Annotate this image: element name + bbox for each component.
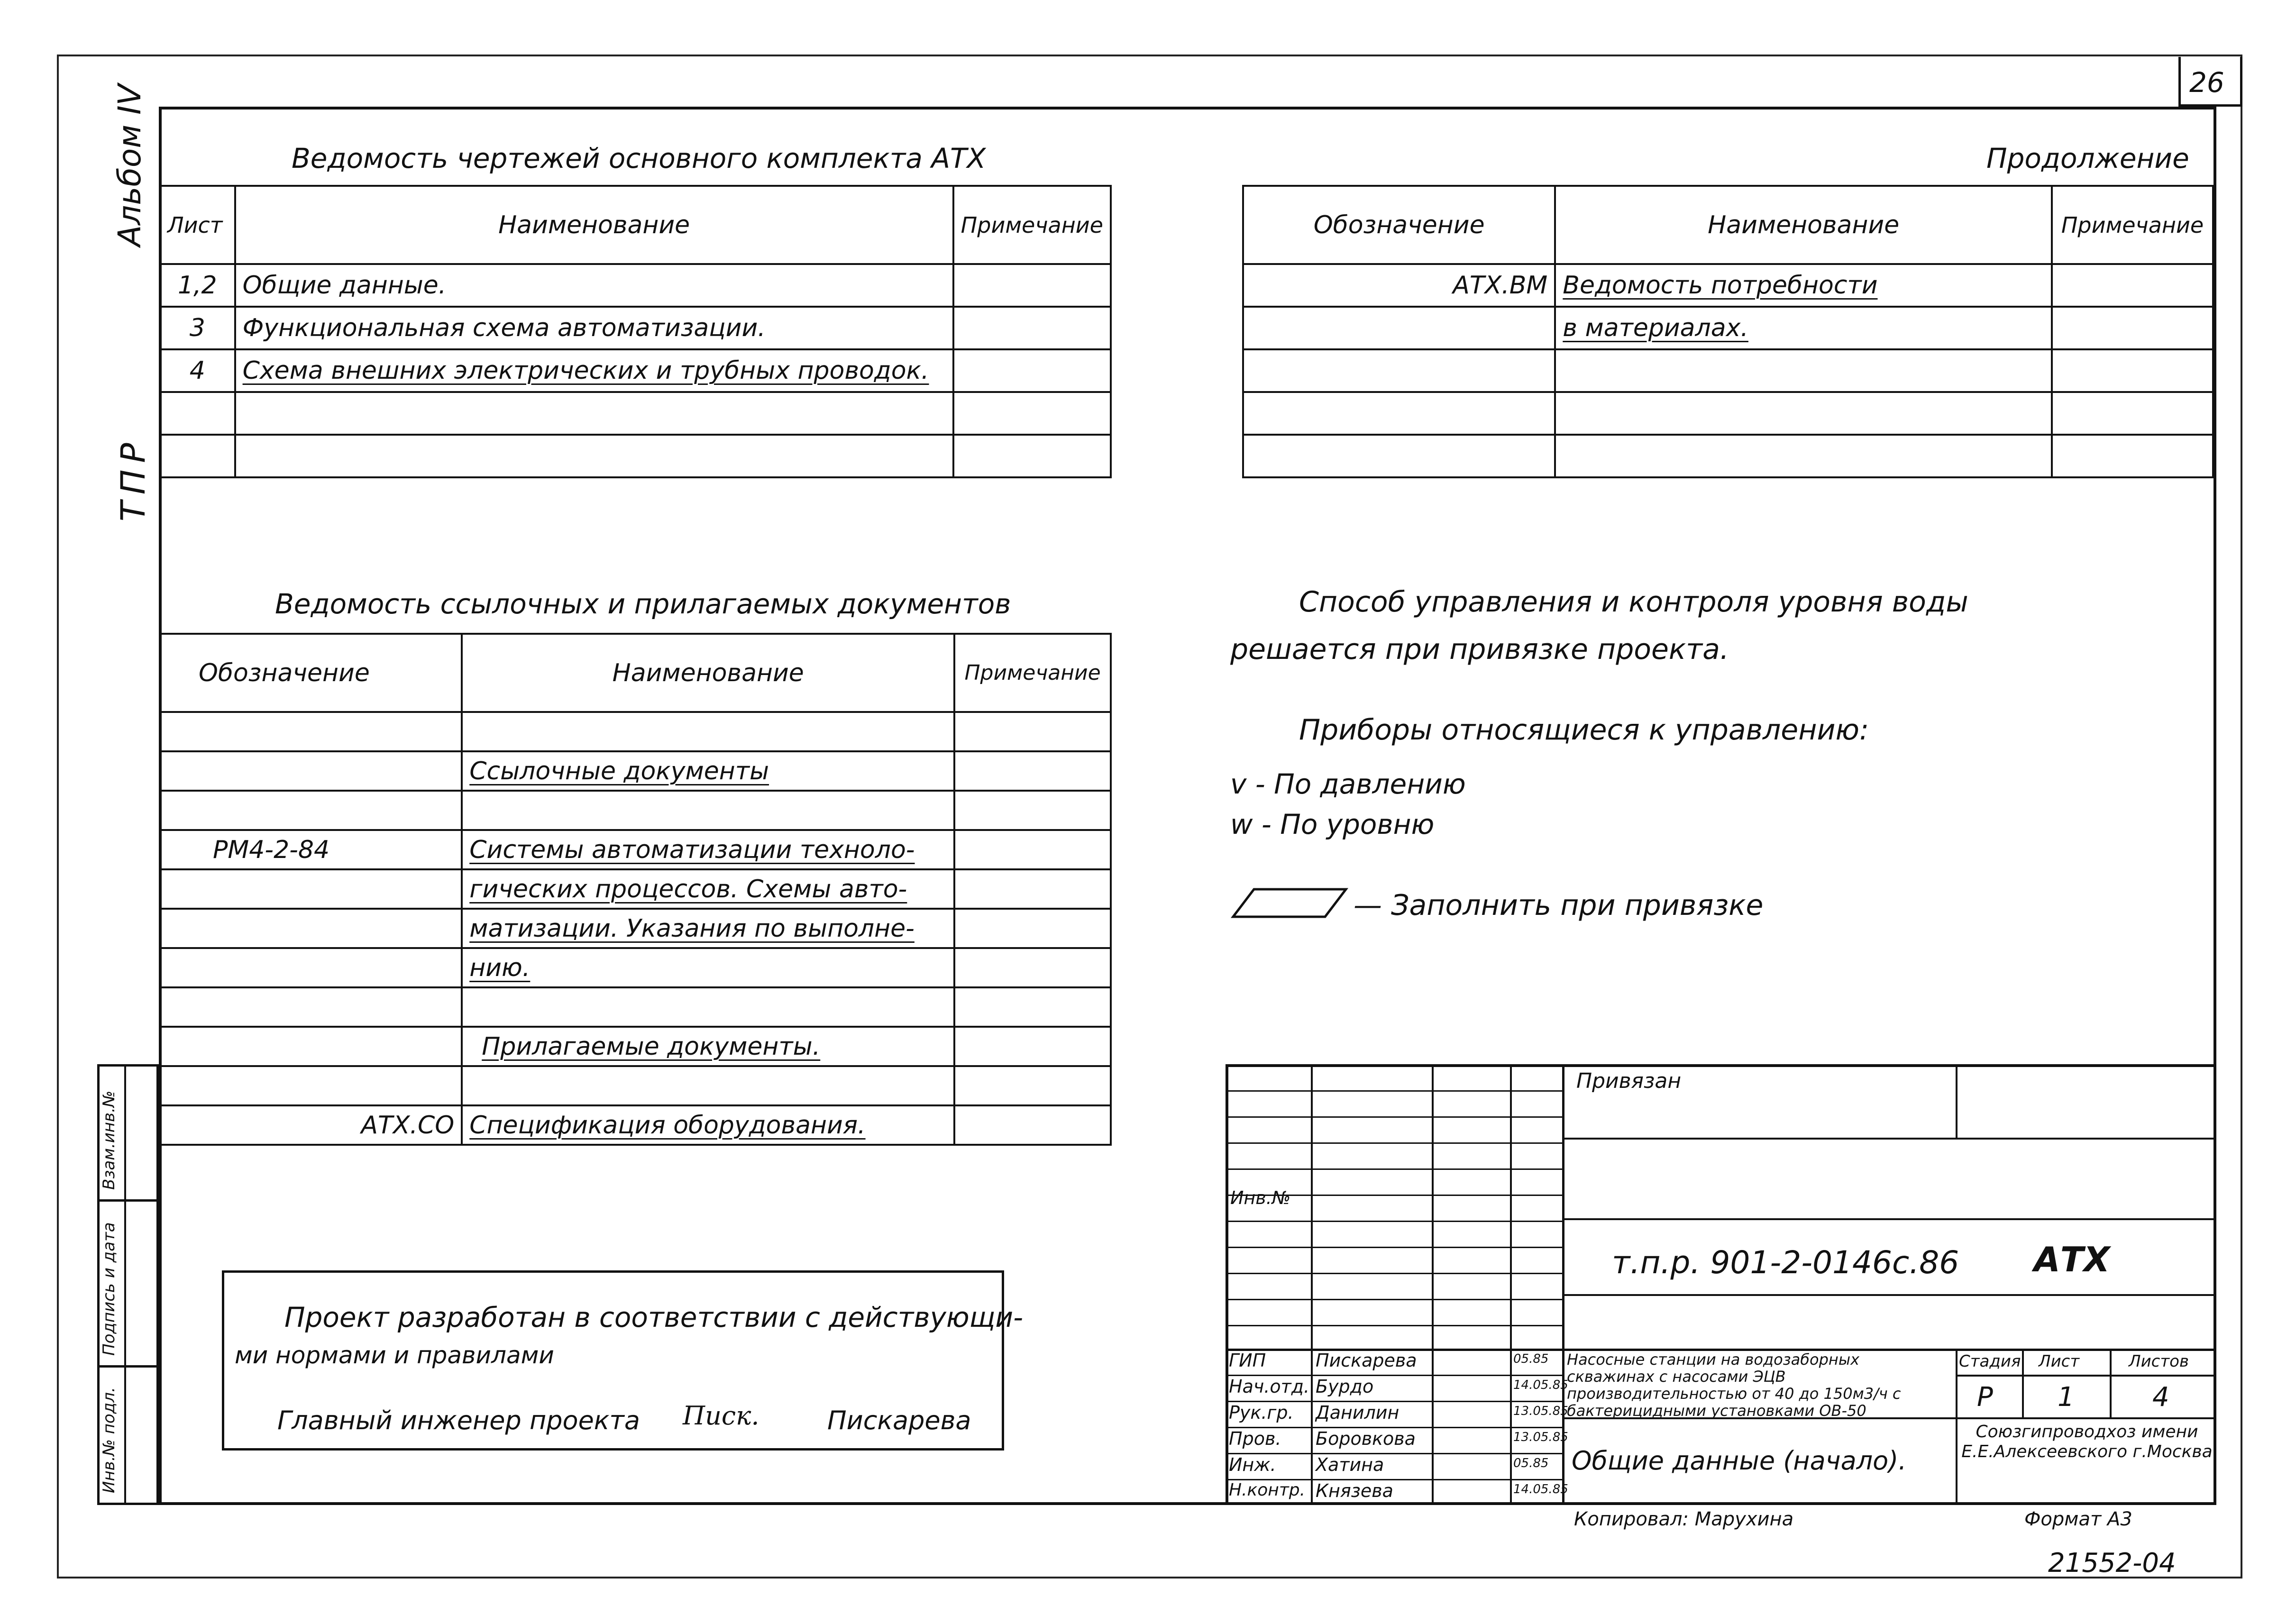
cell-name [462, 791, 954, 830]
header-note: Примечание [954, 634, 1111, 712]
cell-sheet: 4 [160, 349, 235, 392]
tb-vline [2022, 1349, 2024, 1417]
copied-by: Копировал: Марухина [1574, 1508, 1794, 1530]
grid-hline [1226, 1221, 1562, 1222]
header-code: Обозначение [160, 634, 462, 712]
project-role: Главный инженер проекта [277, 1405, 640, 1435]
cell-note [954, 948, 1111, 987]
table-row [1243, 349, 2213, 392]
person-date: 14.05.85 [1513, 1378, 1568, 1392]
cell-name: Ведомость потребности [1555, 264, 2052, 307]
cell-note [953, 349, 1111, 392]
page-number: 26 [2189, 66, 2224, 99]
cell-name: Системы автоматизации техноло- [462, 830, 954, 869]
project-name: Пискарева [827, 1405, 971, 1435]
table-row [160, 1027, 1111, 1066]
person-role: Рук.гр. [1229, 1402, 1294, 1423]
cell-note [953, 264, 1111, 307]
sheet-value: 1 [2058, 1382, 2075, 1413]
table-row [160, 948, 1111, 987]
cell-sheet [160, 392, 235, 435]
cell-name [462, 987, 954, 1027]
cell-code [160, 1027, 462, 1066]
cell-name: Общие данные. [235, 264, 953, 307]
cell-note [2052, 349, 2213, 392]
cell-code [160, 1066, 462, 1105]
grid-vline [1432, 1064, 1434, 1505]
table-row [160, 307, 1111, 349]
cell-name: Спецификация оборудования. [462, 1105, 954, 1145]
drawings-table [159, 185, 1112, 478]
drawings-list-title: Ведомость чертежей основного комплекта АТХ [292, 142, 986, 174]
header-code: Обозначение [1243, 186, 1555, 264]
header-name: Наименование [462, 634, 954, 712]
header-note: Примечание [953, 186, 1111, 264]
cell-code [160, 751, 462, 791]
table-row [160, 909, 1111, 948]
tb-hline [1562, 1218, 2216, 1220]
table-row [160, 830, 1111, 869]
tb-hline [1956, 1375, 2216, 1377]
person-role: Нач.отд. [1229, 1376, 1310, 1397]
cell-code: АТХ.СО [160, 1105, 462, 1145]
description-text: Насосные станции на водозаборных скважинах с насосами ЭЦВ производительностью от 40 до 150м3/ч с бактерицидными установками ОВ-50 [1567, 1350, 1901, 1420]
table-row [160, 712, 1111, 751]
table-row [1243, 392, 2213, 435]
cell-code [160, 712, 462, 751]
cell-note [954, 869, 1111, 909]
sheet-format: Формат А3 [2024, 1508, 2132, 1530]
cell-code [1243, 307, 1555, 349]
cell-name [462, 1066, 954, 1105]
tb-vline [1956, 1064, 1958, 1138]
sheet-label: Лист [2039, 1352, 2080, 1371]
stage-label: Стадия [1959, 1352, 2021, 1371]
sheets-value: 4 [2152, 1382, 2169, 1413]
cell-note [954, 987, 1111, 1027]
cell-name [1555, 349, 2052, 392]
header-name: Наименование [1555, 186, 2052, 264]
grid-hline [1226, 1247, 1562, 1248]
note-line-4: v - По давлению [1230, 768, 1466, 800]
person-name: Бурдо [1316, 1376, 1374, 1397]
project-mark: АТХ [2034, 1240, 2110, 1279]
bound-label: Привязан [1576, 1069, 1682, 1093]
table-row [160, 435, 1111, 477]
cell-note [953, 392, 1111, 435]
cell-name: гических процессов. Схемы авто- [462, 869, 954, 909]
continuation-table [1242, 185, 2214, 478]
stamp-divider-v [124, 1064, 126, 1505]
cell-code [1243, 349, 1555, 392]
table-row [160, 264, 1111, 307]
person-name: Боровкова [1316, 1428, 1416, 1449]
cell-note [954, 1105, 1111, 1145]
tb-hline [1562, 1294, 2216, 1296]
stamp-label-replacement: Взам.инв.№ [100, 1090, 119, 1190]
cell-note [954, 909, 1111, 948]
table-row [160, 349, 1111, 392]
person-name: Пискарева [1316, 1350, 1417, 1371]
cell-code [160, 869, 462, 909]
tb-vline [1956, 1349, 1958, 1505]
cell-note [954, 1066, 1111, 1105]
stamp-divider-2 [97, 1365, 159, 1368]
cell-code [160, 987, 462, 1027]
note-line-2: решается при привязке проекта. [1230, 633, 1729, 666]
grid-vline [1311, 1064, 1313, 1505]
table-row [1243, 264, 2213, 307]
cell-note [954, 830, 1111, 869]
table-row [160, 392, 1111, 435]
table-row [160, 751, 1111, 791]
cell-code [1243, 435, 1555, 477]
cell-note [2052, 392, 2213, 435]
cell-sheet [160, 435, 235, 477]
header-name: Наименование [235, 186, 953, 264]
stamp-label-signature: Подпись и дата [100, 1222, 119, 1356]
note-line-5: w - По уровню [1230, 808, 1435, 840]
cell-note [953, 435, 1111, 477]
person-date: 14.05.85 [1513, 1482, 1568, 1496]
cell-note [2052, 435, 2213, 477]
album-label: Альбом IV [111, 84, 148, 246]
refs-list-title: Ведомость ссылочных и прилагаемых документов [275, 588, 1011, 620]
person-role: ГИП [1229, 1350, 1266, 1371]
table-row [160, 987, 1111, 1027]
cell-note [954, 712, 1111, 751]
continuation-title: Продолжение [1986, 142, 2189, 174]
cell-code: АТХ.ВМ [1243, 264, 1555, 307]
grid-hline [1226, 1142, 1562, 1144]
grid-hline [1226, 1116, 1562, 1118]
cell-note [953, 307, 1111, 349]
header-note: Примечание [2052, 186, 2213, 264]
stamp-divider-1 [97, 1199, 159, 1202]
tb-hline [1562, 1138, 2216, 1140]
table-row [160, 1066, 1111, 1105]
cell-note [954, 751, 1111, 791]
sheets-label: Листов [2129, 1352, 2189, 1371]
archive-number: 21552-04 [2048, 1548, 2176, 1578]
cell-name [1555, 435, 2052, 477]
cell-code [160, 948, 462, 987]
table-row [1243, 435, 2213, 477]
grid-hline [1226, 1299, 1562, 1300]
sheet-title: Общие данные (начало). [1572, 1446, 1907, 1476]
stamp-label-inv: Инв.№ подл. [100, 1387, 119, 1493]
cell-note [2052, 307, 2213, 349]
table-row [1243, 307, 2213, 349]
person-date: 13.05.85 [1513, 1430, 1568, 1444]
person-date: 05.85 [1513, 1456, 1549, 1470]
person-role: Пров. [1229, 1428, 1281, 1449]
person-date: 13.05.85 [1513, 1404, 1568, 1418]
organization: Союзгипроводхоз имени Е.Е.Алексеевского г.Москва [1961, 1422, 2213, 1461]
cell-name [235, 435, 953, 477]
cell-note [954, 791, 1111, 830]
stage-value: Р [1977, 1382, 1993, 1413]
person-role: Инж. [1229, 1454, 1276, 1475]
cell-sheet: 3 [160, 307, 235, 349]
person-name: Данилин [1316, 1402, 1400, 1423]
grid-hline [1226, 1273, 1562, 1274]
table-row [160, 791, 1111, 830]
cell-code [1243, 392, 1555, 435]
grid-hline [1226, 1090, 1562, 1092]
person-name: Князева [1316, 1480, 1393, 1501]
cell-name: в материалах. [1555, 307, 2052, 349]
cell-name [462, 712, 954, 751]
person-date: 05.85 [1513, 1352, 1549, 1366]
project-signature: Пиcк. [683, 1401, 759, 1431]
tpr-label: ТПР [114, 436, 153, 521]
tb-vline [2110, 1349, 2112, 1417]
inv-label: Инв.№ [1230, 1187, 1291, 1208]
grid-hline [1226, 1168, 1562, 1170]
note-line-3: Приборы относящиеся к управлению: [1299, 713, 1869, 747]
cell-name [235, 392, 953, 435]
cell-code: РМ4-2-84 [160, 830, 462, 869]
cell-name: Схема внешних электрических и трубных проводок. [235, 349, 953, 392]
header-sheet: Лист [160, 186, 235, 264]
person-name: Хатина [1316, 1454, 1384, 1475]
cell-name: Функциональная схема автоматизации. [235, 307, 953, 349]
project-line-2: ми нормами и правилами [235, 1341, 554, 1369]
legend-text: — Заполнить при привязке [1354, 889, 1764, 922]
table-row [160, 869, 1111, 909]
person-role: Н.контр. [1229, 1480, 1306, 1500]
note-line-1: Способ управления и контроля уровня воды [1299, 585, 1968, 619]
grid-vline [1510, 1064, 1512, 1505]
tb-hline [1956, 1417, 2216, 1419]
cell-name: Прилагаемые документы. [462, 1027, 954, 1066]
cell-name [1555, 392, 2052, 435]
cell-code [160, 791, 462, 830]
grid-hline [1226, 1325, 1562, 1326]
legend-parallelogram-icon [1230, 886, 1349, 920]
cell-note [954, 1027, 1111, 1066]
cell-name: нию. [462, 948, 954, 987]
cell-note [2052, 264, 2213, 307]
cell-sheet: 1,2 [160, 264, 235, 307]
cell-name: матизации. Указания по выполне- [462, 909, 954, 948]
cell-code [160, 909, 462, 948]
project-designation: т.п.р. 901-2-0146с.86 [1612, 1244, 1959, 1281]
table-row [160, 1105, 1111, 1145]
refs-table [159, 633, 1112, 1146]
project-line-1: Проект разработан в соответствии с действующи- [284, 1301, 1024, 1333]
cell-name: Ссылочные документы [462, 751, 954, 791]
